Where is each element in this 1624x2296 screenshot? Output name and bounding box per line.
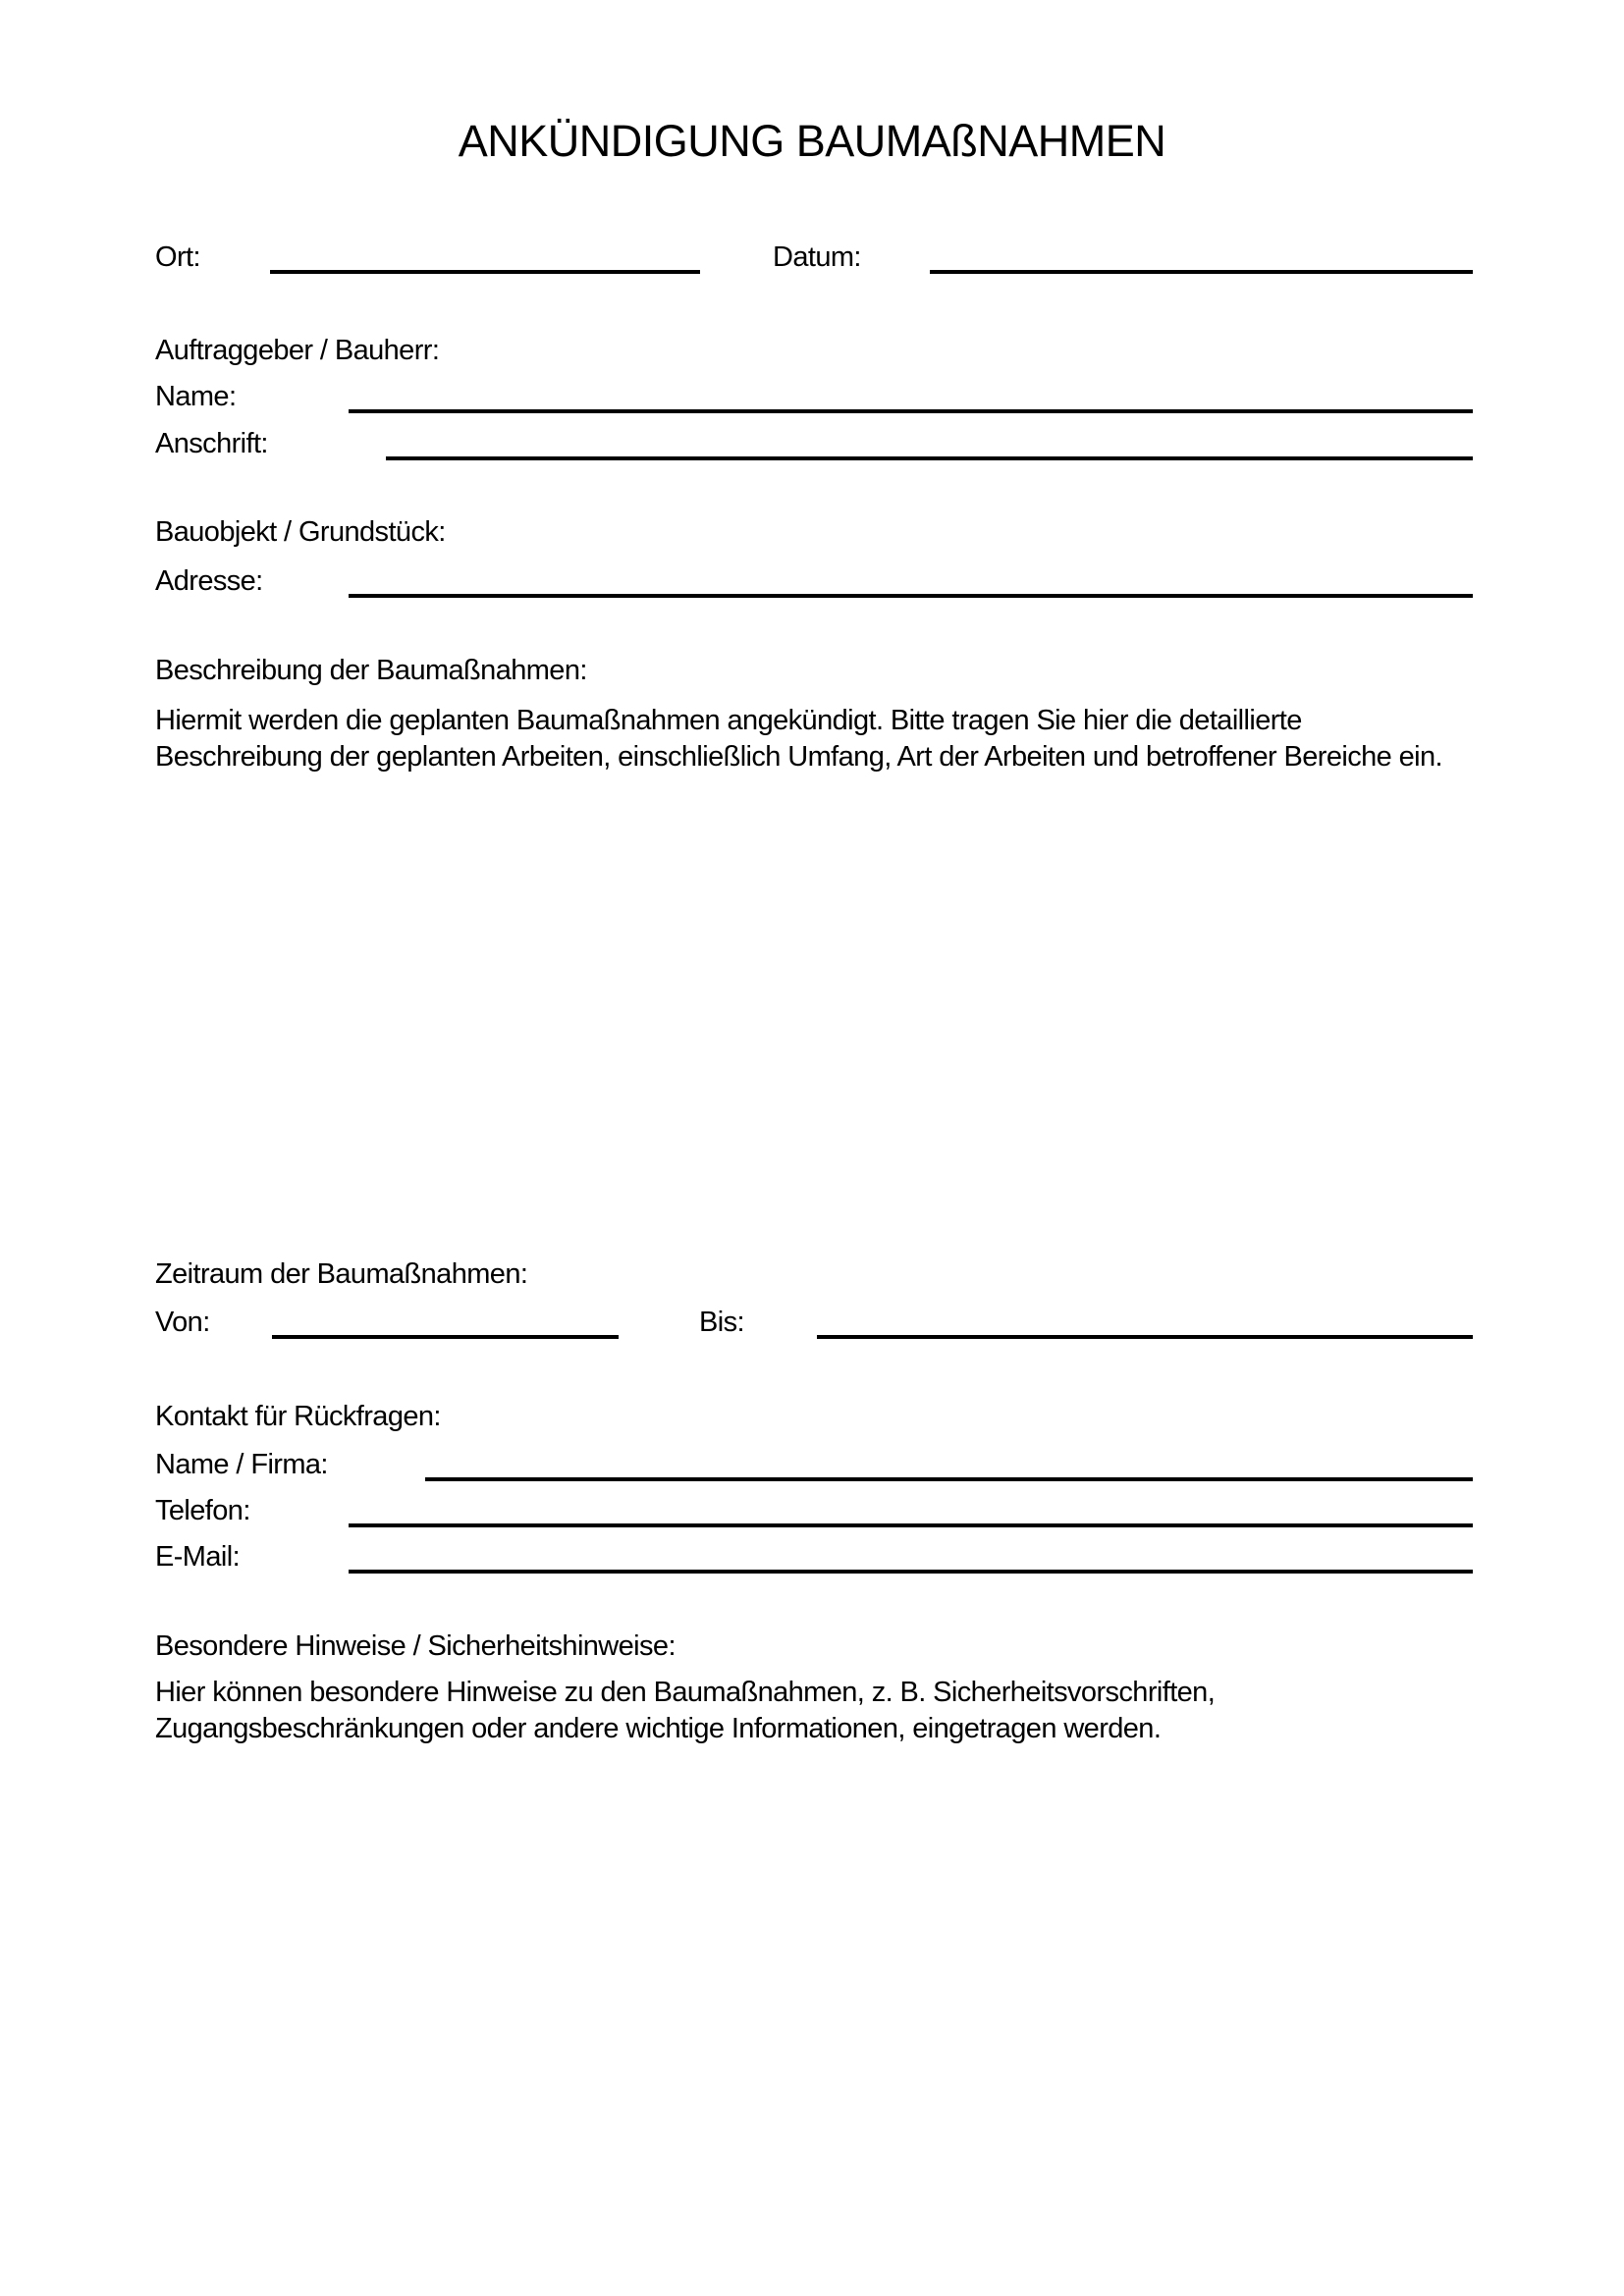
period-row <box>155 1306 1473 1339</box>
anschrift-label: Anschrift: <box>155 428 268 459</box>
notes-instructions-line-1: Hier können besondere Hinweise zu den Baumaßnahmen, z. B. Sicherheitsvorschriften, <box>155 1677 1216 1708</box>
description-instructions <box>155 703 1442 775</box>
notes-writing-area[interactable] <box>155 1767 1473 2277</box>
telefon-label: Telefon: <box>155 1495 250 1526</box>
page-title: ANKÜNDIGUNG BAUMAßNAHMEN <box>458 116 1166 166</box>
description-instructions-line-2: Beschreibung der geplanten Arbeiten, einschließlich Umfang, Art der Arbeiten und betroffener Bereiche ein. <box>155 741 1442 773</box>
meta-row <box>155 240 1473 274</box>
email-input-line[interactable] <box>349 1570 1473 1574</box>
email-row <box>155 1540 1473 1574</box>
von-label: Von: <box>155 1307 210 1338</box>
section-description-heading: Beschreibung der Baumaßnahmen: <box>155 655 587 686</box>
description-instructions-line-1: Hiermit werden die geplanten Baumaßnahmen angekündigt. Bitte tragen Sie hier die detaillierte <box>155 705 1302 736</box>
name-firma-input-line[interactable] <box>425 1477 1473 1481</box>
name-input-line[interactable] <box>349 409 1473 413</box>
bis-input-line[interactable] <box>817 1335 1473 1339</box>
anschrift-input-line[interactable] <box>386 456 1473 460</box>
name-firma-row <box>155 1448 1473 1481</box>
datum-label: Datum: <box>773 241 861 273</box>
von-input-line[interactable] <box>272 1335 619 1339</box>
name-label: Name: <box>155 381 237 412</box>
adresse-label: Adresse: <box>155 565 263 597</box>
datum-input-line[interactable] <box>930 270 1473 274</box>
adresse-row <box>155 564 1473 598</box>
notes-instructions-line-2: Zugangsbeschränkungen oder andere wichtige Informationen, eingetragen werden. <box>155 1713 1162 1744</box>
ort-input-line[interactable] <box>270 270 700 274</box>
name-firma-label: Name / Firma: <box>155 1449 328 1480</box>
email-label: E-Mail: <box>155 1541 241 1573</box>
anschrift-row <box>155 427 1473 460</box>
notes-instructions <box>155 1675 1215 1747</box>
section-client-heading: Auftraggeber / Bauherr: <box>155 335 440 366</box>
description-writing-area[interactable] <box>155 785 1473 1252</box>
section-object-heading: Bauobjekt / Grundstück: <box>155 516 446 548</box>
ort-label: Ort: <box>155 241 200 273</box>
name-row <box>155 380 1473 413</box>
telefon-input-line[interactable] <box>349 1523 1473 1527</box>
telefon-row <box>155 1494 1473 1527</box>
adresse-input-line[interactable] <box>349 594 1473 598</box>
section-contact-heading: Kontakt für Rückfragen: <box>155 1401 441 1432</box>
section-period-heading: Zeitraum der Baumaßnahmen: <box>155 1258 528 1290</box>
bis-label: Bis: <box>699 1307 744 1338</box>
section-notes-heading: Besondere Hinweise / Sicherheitshinweise: <box>155 1630 676 1662</box>
